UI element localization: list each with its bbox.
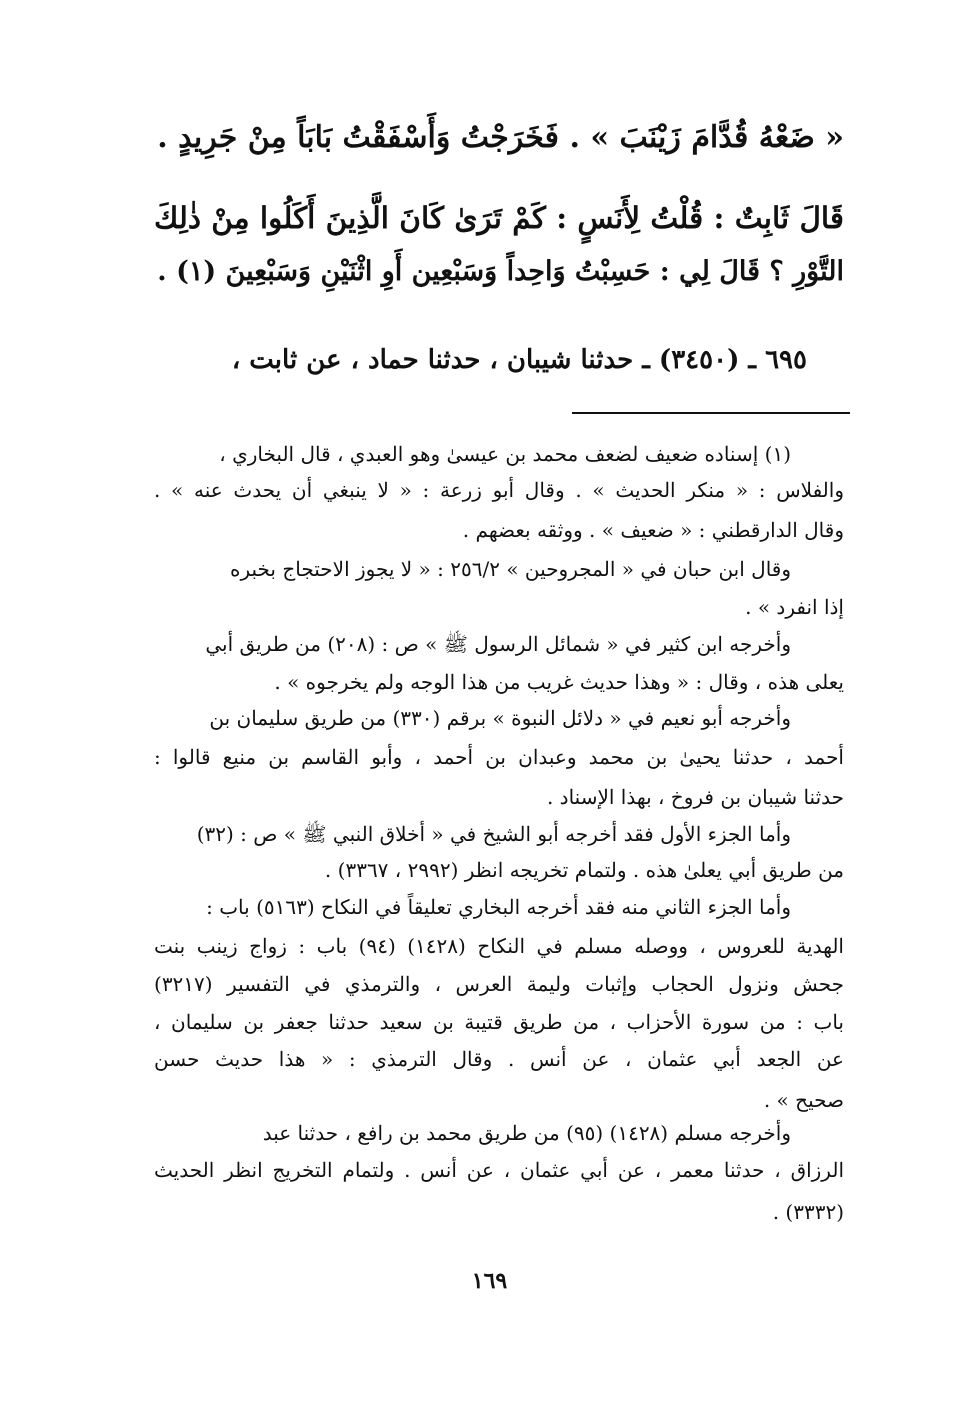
footnote-line: إذا انفرد » . [745,595,844,619]
footnote-line: أحمد ، حدثنا يحيىٰ بن محمد وعبدان بن أحمد ، وأبو القاسم بن منيع قالوا : [154,745,844,769]
footnote-line: (٣٣٣٢) . [772,1200,844,1224]
footnote-line: جحش ونزول الحجاب وإثبات وليمة العرس ، والترمذي في التفسير (٣٢١٧) [154,972,844,996]
footnote-line: وأخرجه مسلم (١٤٢٨) (٩٥) من طريق محمد بن رافع ، حدثنا عبد [262,1121,791,1145]
footnote-line: عن الجعد أبي عثمان ، عن أنس . وقال الترمذي : « هذا حديث حسن [154,1047,844,1071]
footnote-line: والفلاس : « منكر الحديث » . وقال أبو زرعة : « لا ينبغي أن يحدث عنه » . [154,478,844,502]
footnote-line: باب : من سورة الأحزاب ، من طريق قتيبة بن سعيد حدثنا جعفر بن سليمان ، [154,1010,844,1034]
footnote-line: صحيح » . [763,1088,844,1112]
main-text-line-1: « ضَعْهُ قُدَّامَ زَيْنَبَ » . فَخَرَجْتُ وَأَسْفَقْتُ بَابَاً مِنْ جَرِيدٍ . [157,120,844,155]
footnote-line: وقال ابن حبان في « المجروحين » ٢٥٦/٢ : « لا يجوز الاحتجاج بخبره [229,557,791,581]
footnote-line: الهدية للعروس ، ووصله مسلم في النكاح (١٤٢٨) (٩٤) باب : زواج زينب بنت [154,934,844,958]
main-text-line-3: التَّوْرِ ؟ قَالَ لِي : حَسِبْتُ وَاحِداً وَسَبْعِين أَوِ اثْنَيْنِ وَسَبْعِينَ (١) . [157,256,844,287]
footnote-line: وأخرجه ابن كثير في « شمائل الرسول ﷺ » ص : (٢٠٨) من طريق أبي [205,632,791,656]
footnote-line: (١) إسناده ضعيف لضعف محمد بن عيسىٰ وهو العبدي ، قال البخاري ، [219,442,791,466]
footnote-line: حدثنا شيبان بن فروخ ، بهذا الإسناد . [546,785,844,809]
footnote-line: وأما الجزء الأول فقد أخرجه أبو الشيخ في « أخلاق النبي ﷺ » ص : (٣٢) [196,822,791,846]
footnote-line: من طريق أبي يعلىٰ هذه . ولتمام تخريجه انظر (٢٩٩٢ ، ٣٣٦٧) . [324,858,844,882]
page-number: ١٦٩ [471,1268,508,1294]
footnote-line: وقال الدارقطني : « ضعيف » . ووثقه بعضهم . [462,518,844,542]
footnote-line: يعلى هذه ، وقال : « وهذا حديث غريب من هذا الوجه ولم يخرجوه » . [274,670,844,694]
hadith-header: ٦٩٥ ـ (٣٤٥٠) ـ حدثنا شيبان ، حدثنا حماد ، عن ثابت ، [231,345,807,375]
footnote-separator [572,412,850,414]
footnote-line: وأخرجه أبو نعيم في « دلائل النبوة » برقم (٣٣٠) من طريق سليمان بن [209,706,791,730]
footnote-line: الرزاق ، حدثنا معمر ، عن أبي عثمان ، عن أنس . ولتمام التخريج انظر الحديث [154,1158,844,1182]
main-text-line-2: قَالَ ثَابِتٌ : قُلْتُ لِأَنَسٍ : كَمْ تَرَىٰ كَانَ الَّذِينَ أَكَلُوا مِنْ ذٰلِكَ [154,200,844,235]
footnote-line: وأما الجزء الثاني منه فقد أخرجه البخاري تعليقاً في النكاح (٥١٦٣) باب : [206,895,791,919]
